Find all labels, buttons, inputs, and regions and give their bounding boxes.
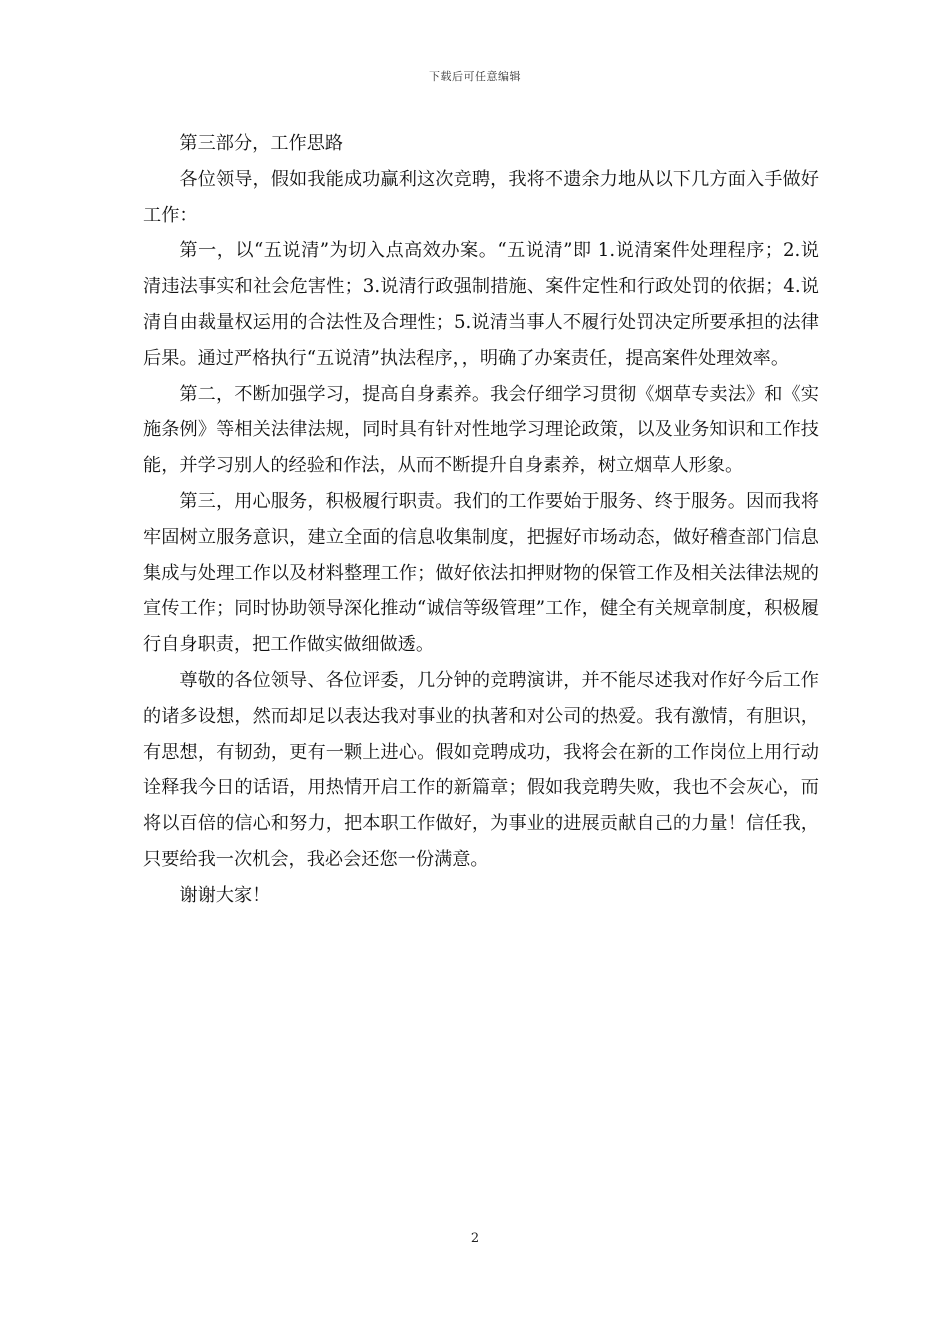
paragraph-intro: 各位领导，假如我能成功赢利这次竞聘，我将不遗余力地从以下几方面入手做好工作： — [143, 168, 819, 226]
section-title: 第三部分，工作思路 — [179, 133, 344, 154]
page-number: 2 — [470, 1231, 480, 1246]
paragraph-third-point: 第三，用心服务，积极履行职责。我们的工作要始于服务、终于服务。因而我将牢固树立服务意识，建立全面的信息收集制度，把握好市场动态，做好稽查部门信息集成与处理工作以及材料整理工作；做好依法扣押财物的保管工作及相关法律法规的宣传工作；同时协助领导深化推动“诚信等级管理”工作，健全有关规章制度，积极履行自身职责，把工作做实做细做透。 — [143, 490, 819, 656]
page-header: 下载后可任意编辑 — [429, 70, 521, 83]
paragraph-thanks: 谢谢大家！ — [179, 884, 271, 906]
document-body — [143, 126, 819, 914]
paragraph-closing: 尊敬的各位领导、各位评委，几分钟的竞聘演讲，并不能尽述我对作好今后工作的诸多设想，然而却足以表达我对事业的执著和对公司的热爱。我有激情，有胆识，有思想，有韧劲，更有一颗上进心。假如竞聘成功，我将会在新的工作岗位上用行动诠释我今日的话语，用热情开启工作的新篇章；假如我竞聘失败，我也不会灰心，而将以百倍的信心和努力，把本职工作做好，为事业的进展贡献自己的力量！信任我，只要给我一次机会，我必会还您一份满意。 — [143, 669, 819, 870]
paragraph-second-point: 第二，不断加强学习，提高自身素养。我会仔细学习贯彻《烟草专卖法》和《实施条例》等相关法律法规，同时具有针对性地学习理论政策，以及业务知识和工作技能，并学习别人的经验和作法，从而不断提升自身素养，树立烟草人形象。 — [143, 383, 819, 477]
paragraph-first-point: 第一，以“五说清”为切入点高效办案。“五说清”即 1.说清案件处理程序；2.说清违法事实和社会危害性；3.说清行政强制措施、案件定性和行政处罚的依据；4.说清自由裁量权运用的合法性及合理性；5.说清当事人不履行处罚决定所要承担的法律后果。通过严格执行“五说清”执法程序，，明确了办案责任，提高案件处理效率。 — [143, 240, 819, 369]
